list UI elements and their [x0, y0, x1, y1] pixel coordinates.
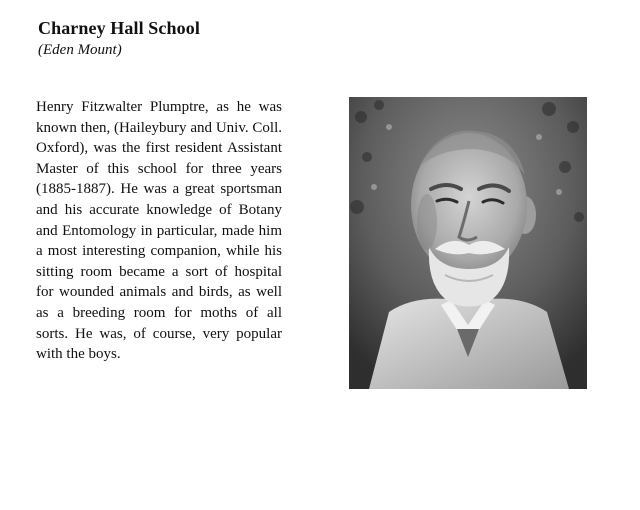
page-subtitle: (Eden Mount) — [38, 42, 122, 58]
page-title: Charney Hall School — [38, 18, 200, 38]
biography-paragraph: Henry Fitzwalter Plumptre, as he was known then, (Haileybury and Univ. Coll. Oxford), was the first resident Assistant Master of this school for three years (1885-1887). He was a great sportsman and his accurate knowledge of Botany and Entomology in particular, made him a most interesting companion, while his sitting room became a sort of hospital for wounded animals and birds, as well as a breeding room for moths of all sorts. He was, of course, very popular with the boys. — [36, 99, 282, 363]
portrait-photo-icon — [349, 97, 587, 389]
portrait-photo — [349, 97, 587, 389]
